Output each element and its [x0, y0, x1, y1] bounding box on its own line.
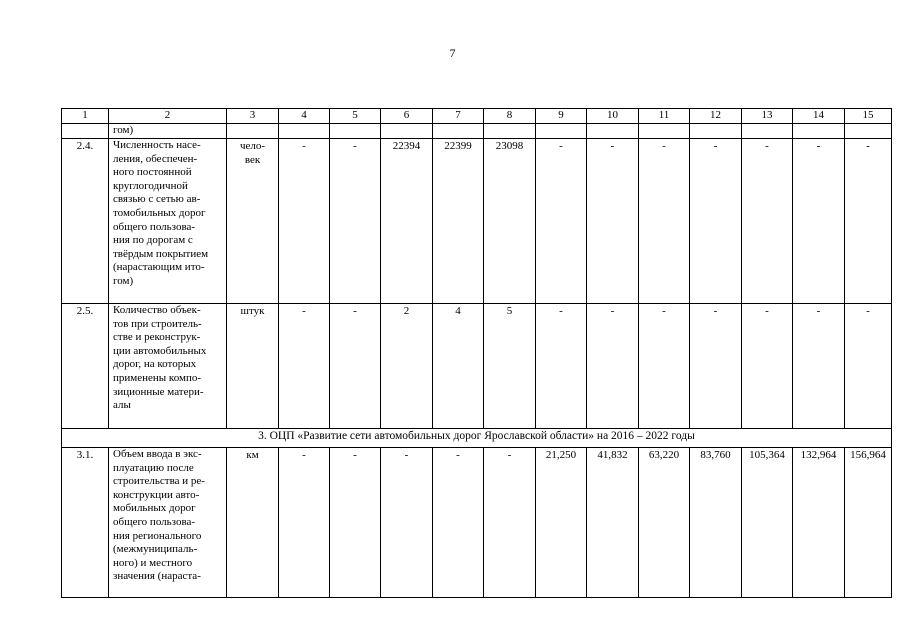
continuation-cell: гом): [109, 124, 227, 139]
column-header: 2: [109, 109, 227, 124]
row-value: -: [536, 304, 587, 429]
continuation-cell: [62, 124, 109, 139]
section-title: 3. ОЦП «Развитие сети автомобильных дорог Ярославской области» на 2016 – 2022 годы: [62, 429, 892, 448]
row-unit-line: век: [244, 153, 261, 166]
column-header: 15: [845, 109, 892, 124]
row-unit: [227, 304, 279, 429]
row-value: 132,964: [793, 448, 845, 598]
row-description-line: общего пользова-: [113, 220, 196, 233]
row-value: -: [690, 139, 742, 304]
row-value: -: [381, 448, 433, 598]
row-description-line: зиционные матери-: [113, 385, 204, 398]
continuation-cell: [484, 124, 536, 139]
column-header: 8: [484, 109, 536, 124]
row-value: -: [793, 139, 845, 304]
row-value: -: [279, 448, 330, 598]
row-value: -: [279, 304, 330, 429]
header-row: [62, 109, 892, 124]
row-value: -: [690, 304, 742, 429]
row-number: 3.1.: [62, 448, 109, 598]
row-description-line: ния по дорогам с: [113, 234, 193, 247]
row-value: -: [279, 139, 330, 304]
row-description-line: ления, обеспечен-: [113, 152, 198, 165]
continuation-row: [62, 124, 892, 139]
continuation-cell: [742, 124, 793, 139]
row-number: 2.5.: [62, 304, 109, 429]
row-value: 2: [381, 304, 433, 429]
column-header: 6: [381, 109, 433, 124]
row-unit: [227, 139, 279, 304]
row-value: -: [587, 304, 639, 429]
row-value: -: [536, 139, 587, 304]
row-description-line: конструкции авто-: [113, 488, 200, 501]
row-value: -: [330, 139, 381, 304]
row-value: 23098: [484, 139, 536, 304]
row-description-line: плуатацию после: [113, 461, 194, 474]
row-value: -: [330, 448, 381, 598]
table-row: [62, 139, 892, 304]
row-description-line: стве и реконструк-: [113, 331, 201, 344]
row-description-line: (нарастающим ито-: [113, 261, 205, 274]
row-description-line: мобильных дорог: [113, 502, 196, 515]
column-header: 12: [690, 109, 742, 124]
row-description-line: ного постоянной: [113, 166, 192, 179]
row-description-line: общего пользова-: [113, 515, 196, 528]
row-value: 156,964: [845, 448, 892, 598]
column-header: 3: [227, 109, 279, 124]
column-header: 9: [536, 109, 587, 124]
column-header: 10: [587, 109, 639, 124]
row-description-line: Количество объек-: [113, 304, 201, 316]
row-value: 22399: [433, 139, 484, 304]
table-body: [62, 109, 892, 598]
row-value: 41,832: [587, 448, 639, 598]
row-description-line: применены компо-: [113, 371, 201, 384]
row-description-line: Объем ввода в экс-: [113, 448, 202, 460]
table-row: [62, 304, 892, 429]
row-value: -: [793, 304, 845, 429]
row-description-line: алы: [113, 399, 131, 412]
row-description-line: ции автомобильных: [113, 344, 207, 357]
row-description-line: строительства и ре-: [113, 475, 205, 488]
row-value: 63,220: [639, 448, 690, 598]
row-description-line: твёрдым покрытием: [113, 247, 209, 260]
row-description: [109, 448, 227, 598]
row-value: -: [587, 139, 639, 304]
row-unit-line: км: [246, 449, 259, 461]
row-value: 4: [433, 304, 484, 429]
row-value: -: [639, 139, 690, 304]
row-description: [109, 304, 227, 429]
row-value: 21,250: [536, 448, 587, 598]
row-number: 2.4.: [62, 139, 109, 304]
row-value: 22394: [381, 139, 433, 304]
row-value: 83,760: [690, 448, 742, 598]
indicators-table: [61, 108, 892, 598]
row-description-line: Численность насе-: [113, 139, 201, 151]
continuation-cell: [381, 124, 433, 139]
continuation-cell: [587, 124, 639, 139]
table-row: [62, 448, 892, 598]
row-value: -: [845, 139, 892, 304]
continuation-cell: [279, 124, 330, 139]
column-header: 13: [742, 109, 793, 124]
row-description-line: тов при строитель-: [113, 317, 202, 330]
continuation-cell: [639, 124, 690, 139]
continuation-cell: [845, 124, 892, 139]
row-unit-line: чело-: [239, 140, 266, 152]
row-value: -: [484, 448, 536, 598]
continuation-cell: [433, 124, 484, 139]
continuation-cell: [330, 124, 381, 139]
row-value: -: [433, 448, 484, 598]
column-header: 11: [639, 109, 690, 124]
column-header: 4: [279, 109, 330, 124]
row-value: -: [330, 304, 381, 429]
column-header: 7: [433, 109, 484, 124]
row-unit-line: штук: [240, 305, 265, 317]
row-description-line: (межмуниципаль-: [113, 543, 198, 556]
row-description-line: гом): [113, 274, 134, 287]
row-value: -: [742, 304, 793, 429]
row-unit: [227, 448, 279, 598]
row-description: [109, 139, 227, 304]
continuation-cell: [690, 124, 742, 139]
row-value: 5: [484, 304, 536, 429]
row-description-line: ного) и местного: [113, 556, 193, 569]
column-header: 1: [62, 109, 109, 124]
continuation-cell: [793, 124, 845, 139]
row-description-line: ния регионального: [113, 529, 202, 542]
continuation-cell: [536, 124, 587, 139]
column-header: 5: [330, 109, 381, 124]
row-value: -: [639, 304, 690, 429]
row-value: -: [845, 304, 892, 429]
row-description-line: дорог, на которых: [113, 358, 197, 371]
row-value: -: [742, 139, 793, 304]
row-description-line: круглогодичной: [113, 179, 188, 192]
column-header: 14: [793, 109, 845, 124]
row-description-line: связью с сетью ав-: [113, 193, 201, 206]
continuation-cell: [227, 124, 279, 139]
row-description-line: томобильных дорог: [113, 206, 206, 219]
section-row: [62, 429, 892, 448]
row-value: 105,364: [742, 448, 793, 598]
page-number: 7: [449, 46, 456, 60]
row-description-line: значения (нараста-: [113, 570, 201, 583]
